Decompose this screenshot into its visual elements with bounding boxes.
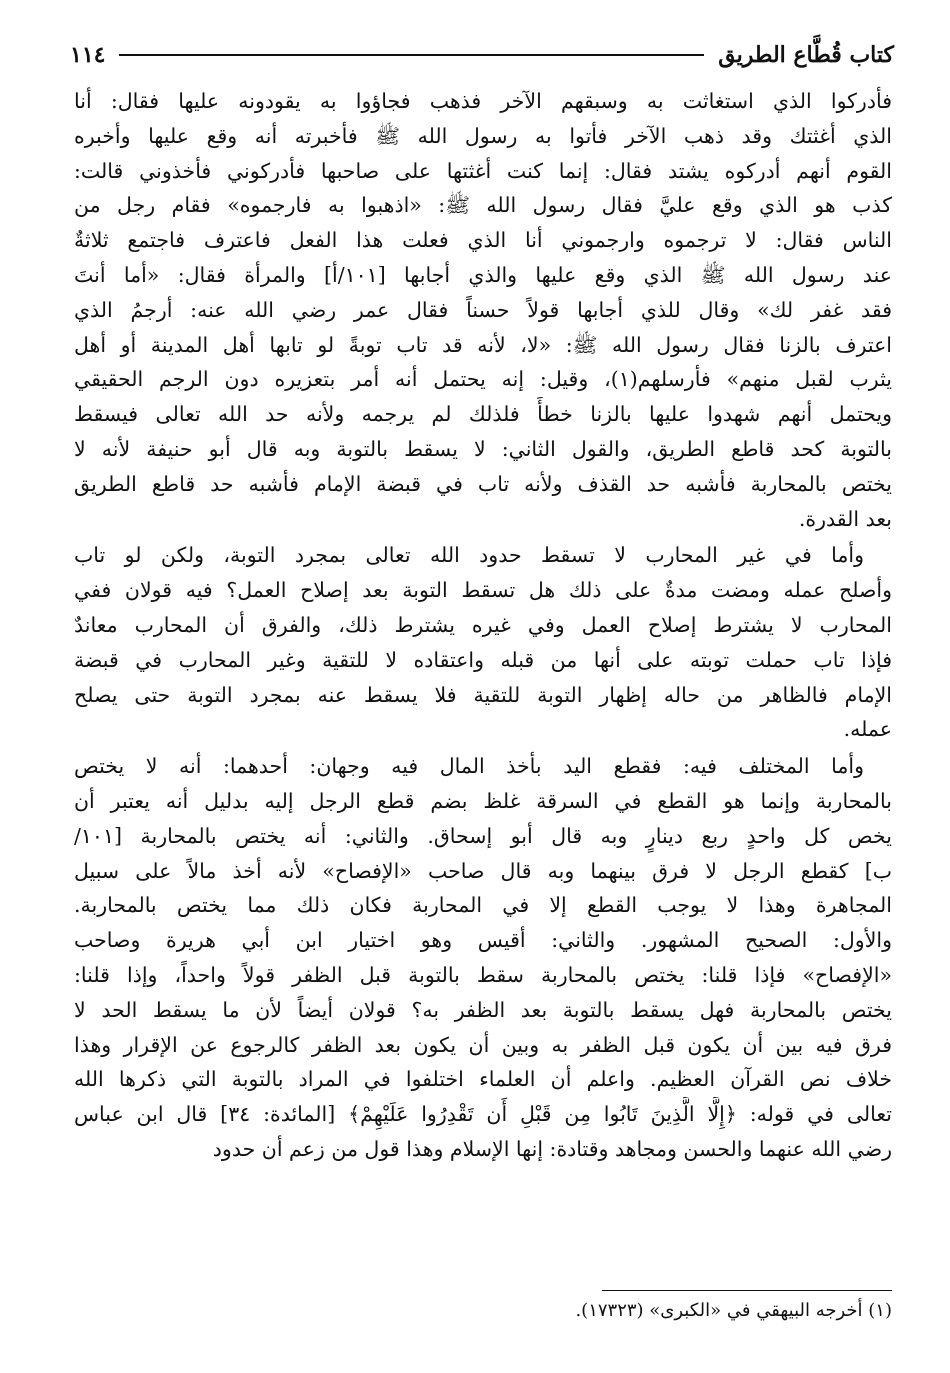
- text-line: فرق فيه بين أن يكون قبل الظفر به وبين أن يكون بعد الظفر كالرجوع عن الإقرار وهذا: [74, 1032, 892, 1057]
- text-line: فقد غفر لك» وقال للذي أجابها قولاً حسناً فقال عمر رضي الله عنه: أرجمُ الذي: [74, 297, 892, 322]
- text-line: المحارب لا يشترط إصلاح العمل وفي غيره يشترط ذلك، والفرق أن المحارب معاندٌ: [74, 612, 892, 637]
- text-line: والأول: الصحيح المشهور. والثاني: أقيس وهو اختيار ابن أبي هريرة وصاحب: [74, 928, 892, 953]
- text-line: وأما المختلف فيه: فقطع اليد بأخذ المال فيه وجهان: أحدهما: أنه لا يختص: [74, 754, 864, 779]
- footnote-divider: [602, 1290, 892, 1291]
- paragraph: [74, 538, 892, 747]
- running-header: [70, 38, 894, 72]
- paragraph: [74, 749, 892, 1167]
- text-line: كذب هو الذي وقع عليَّ فقال رسول الله ﷺ: «اذهبوا به فارجموه» فقام رجل من: [74, 193, 892, 218]
- text-line: «الإفصاح» فإذا قلنا: يختص بالمحاربة سقط بالتوبة قبل الظفر قولاً واحداً، وإذا قلنا:: [74, 962, 892, 987]
- paragraph: [74, 84, 892, 536]
- text-line: ويحتمل أنهم شهدوا عليها بالزنا خطأً فلذلك لم يرجمه ولأنه حد الله تعالى فيسقط: [74, 402, 892, 427]
- page-body: [74, 84, 892, 1169]
- text-line: رضي الله عنهما والحسن ومجاهد وقتادة: إنها الإسلام وهذا قول من زعم أن حدود: [212, 1136, 892, 1161]
- text-line: بالمحاربة وإنما هو القطع في السرقة غلظ بضم قطع الرجل إليه بدليل أنه يعتبر أن: [74, 788, 892, 813]
- text-line: يختص بالمحاربة فأشبه حد القذف ولأنه تاب في قبضة الإمام فأشبه حد قاطع الطريق: [74, 471, 892, 496]
- text-line: ب] كقطع الرجل لا فرق بينهما وبه قال صاحب «الإفصاح» لأنه أخذ مالاً على سبيل: [74, 858, 892, 883]
- text-line: وأما في غير المحارب لا تسقط حدود الله تعالى بمجرد التوبة، ولكن لو تاب: [74, 543, 864, 568]
- text-line: تعالى في قوله: ﴿إِلَّا الَّذِينَ تَابُوا مِن قَبْلِ أَن تَقْدِرُوا عَلَيْهِمْ﴾ [المائدة: ٣٤] قال ابن عباس: [74, 1102, 892, 1127]
- text-line: فأدركوا الذي استغاثت به وسبقهم الآخر فذهب فجاؤوا به يقودونه عليها فقال: أنا: [74, 89, 892, 113]
- text-line: بالتوبة كحد قاطع الطريق، والقول الثاني: لا يسقط بالتوبة وبه قال أبو حنيفة لأنه لا: [74, 436, 892, 461]
- text-line: يخص كل واحدٍ ربع دينارٍ وبه قال أبو إسحاق. والثاني: أنه يختص بالمحاربة [١٠١/: [74, 823, 892, 848]
- text-line: القوم أنهم أدركوه يشتد فقال: إنما كنت أغثتها على صاحبها فأدركوني فأخذوني قالت:: [74, 158, 892, 183]
- footnote: (١) أخرجه البيهقي في «الكبرى» (١٧٣٢٣).: [575, 1300, 892, 1321]
- book-chapter-title: كتاب قُطَّاع الطريق: [718, 42, 894, 68]
- text-line: يثرب لقبل منهم» فأرسلهم(١)، وقيل: إنه يحتمل أنه أمر بتعزيره دون الرجم الحقيقي: [74, 367, 892, 392]
- text-line: الناس فقال: لا ترجموه وارجموني أنا الذي فعلت هذا الفعل فاعترف فاجتمع ثلاثةٌ: [74, 228, 892, 253]
- page-number: ١١٤: [70, 42, 106, 68]
- text-line: بعد القدرة.: [798, 506, 892, 531]
- text-line: عند رسول الله ﷺ الذي وقع عليها والذي أجابها [١٠١/أ] والمرأة فقال: «أما أنتَ: [74, 262, 892, 287]
- text-line: خلاف نص القرآن العظيم. واعلم أن العلماء اختلفوا في المراد بالتوبة التي ذكرها الله: [74, 1067, 892, 1092]
- text-line: يختص بالمحاربة فهل يسقط بالتوبة بعد الظفر به؟ قولان أيضاً لأن ما يسقط الحد لا: [74, 997, 892, 1022]
- header-rule: [119, 54, 704, 56]
- text-line: المجاهرة وهذا لا يوجب القطع إلا في المحاربة فكان ذلك مما يختص بالمحاربة.: [74, 893, 892, 918]
- text-line: الذي أغثتك وقد ذهب الآخر فأتوا به رسول الله ﷺ فأخبرته أنه وقع عليها وأخبره: [74, 123, 892, 148]
- text-line: اعترف بالزنا فقال رسول الله ﷺ: «لا، لأنه قد تاب توبةً لو تابها أهل المدينة أو أهل: [74, 332, 892, 357]
- text-line: وأصلح عمله ومضت مدةٌ على ذلك هل تسقط التوبة بعد إصلاح العمل؟ فيه قولان ففي: [74, 578, 892, 603]
- text-line: فإذا تاب حملت توبته على أنها من قبله واعتقاده لا للتقية وغير المحارب في قبضة: [74, 647, 892, 672]
- text-line: الإمام فالظاهر من حاله إظهار التوبة للتقية فلا يسقط عنه بمجرد التوبة حتى يصلح: [74, 682, 892, 707]
- text-line: عمله.: [843, 717, 892, 742]
